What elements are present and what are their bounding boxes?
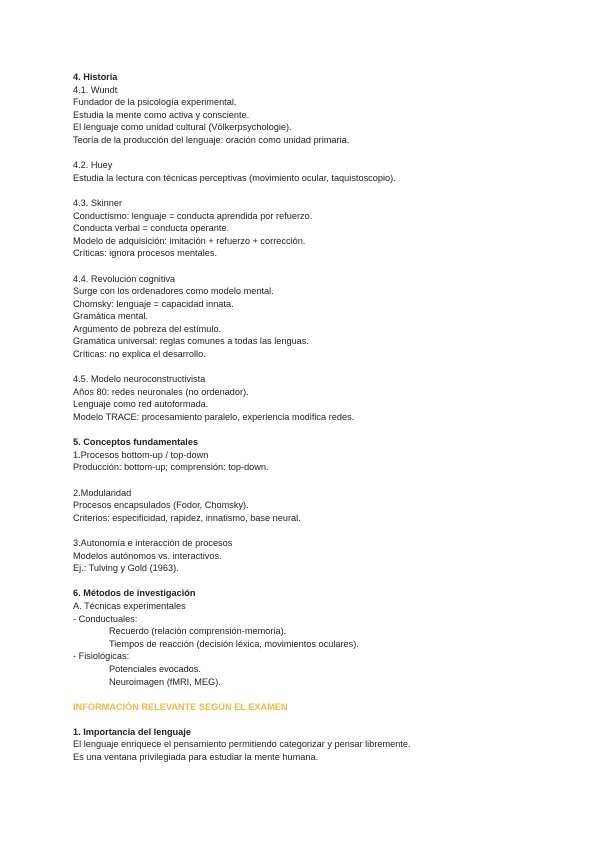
indented-line: Recuerdo (relación comprensión-memoria). <box>109 626 287 637</box>
text-line: 4.2. Huey <box>73 160 113 171</box>
blank-line <box>73 147 573 160</box>
text-line: 4.1. Wundt <box>73 84 118 95</box>
text-line: Conducta verbal = conducta operante. <box>73 223 230 234</box>
text-line: - Conductuales: <box>73 613 138 624</box>
text-line: Gramática universal: reglas comunes a todas las lenguas. <box>73 336 309 347</box>
text-line: 4.3. Skinner <box>73 197 123 208</box>
blank-line <box>73 361 573 374</box>
text-line: 3.Autonomía e interacción de procesos <box>73 537 233 548</box>
blank-line <box>73 424 573 437</box>
text-line: Modelo TRACE: procesamiento paralelo, experiencia modifica redes. <box>73 412 355 423</box>
text-line: Críticas: no explica el desarrollo. <box>73 349 206 360</box>
text-line: El lenguaje enriquece el pensamiento permitiendo categorizar y pensar libremente. <box>73 739 411 750</box>
section-heading: 5. Conceptos fundamentales <box>73 437 199 448</box>
blank-line <box>73 575 573 588</box>
text-line: Conductismo: lenguaje = conducta aprendida por refuerzo. <box>73 210 313 221</box>
text-line: Producción: bottom-up; comprensión: top-down. <box>73 462 269 473</box>
text-line: Ej.: Tulving y Gold (1963). <box>73 563 179 574</box>
indented-line: Tiempos de reacción (decisión léxica, movimientos oculares). <box>109 638 359 649</box>
blank-line <box>73 184 573 197</box>
indented-line: Potenciales evocados. <box>109 663 201 674</box>
text-line: Chomsky: lenguaje = capacidad innata. <box>73 298 234 309</box>
text-line: Estudia la mente como activa y consciente. <box>73 109 250 120</box>
blank-line <box>73 474 573 487</box>
indented-line: Neuroimagen (fMRI, MEG). <box>109 676 221 687</box>
text-line: 1.Procesos bottom-up / top-down <box>73 449 209 460</box>
text-line: Surge con los ordenadores como modelo mental. <box>73 286 274 297</box>
text-line: 4.4. Revolución cognitiva <box>73 273 176 284</box>
blank-line <box>73 713 573 726</box>
text-line: 2.Modularidad <box>73 487 132 498</box>
text-line: Modelos autónomos vs. interactivos. <box>73 550 222 561</box>
text-line: Argumento de pobreza del estímulo. <box>73 323 222 334</box>
text-line: Años 80: redes neuronales (no ordenador). <box>73 386 249 397</box>
blank-line <box>73 260 573 273</box>
text-line: Gramática mental. <box>73 311 149 322</box>
text-line: - Fisiológicas: <box>73 651 130 662</box>
blank-line <box>73 688 573 701</box>
text-line: A. Técnicas experimentales <box>73 600 186 611</box>
text-line: Estudia la lectura con técnicas perceptivas (movimiento ocular, taquistoscopio). <box>73 172 396 183</box>
section-heading: 6. Métodos de investigación <box>73 588 196 599</box>
text-line: Fundador de la psicología experimental. <box>73 97 237 108</box>
blank-line <box>73 524 573 537</box>
section-heading: 4. Historia <box>73 72 118 82</box>
text-line: Criterios: especificidad, rapidez, innatismo, base neural. <box>73 512 301 523</box>
section-heading: 1. Importancia del lenguaje <box>73 726 191 737</box>
exam-info-heading: INFORMACIÓN RELEVANTE SEGÚN EL EXAMEN <box>73 701 288 712</box>
text-line: Es una ventana privilegiada para estudiar la mente humana. <box>73 752 319 763</box>
text-line: 4.5. Modelo neuroconstructivista <box>73 374 206 385</box>
text-line: Teoría de la producción del lenguaje: oración como unidad primaria. <box>73 134 350 145</box>
text-line: El lenguaje como unidad cultural (Völkerpsychologie). <box>73 122 292 133</box>
document-page <box>73 71 573 764</box>
text-line: Modelo de adquisición: imitación + refuerzo + corrección. <box>73 235 306 246</box>
text-line: Procesos encapsulados (Fodor, Chomsky). <box>73 500 249 511</box>
text-line: Críticas: ignora procesos mentales. <box>73 248 217 259</box>
text-line: Lenguaje como red autoformada. <box>73 399 209 410</box>
